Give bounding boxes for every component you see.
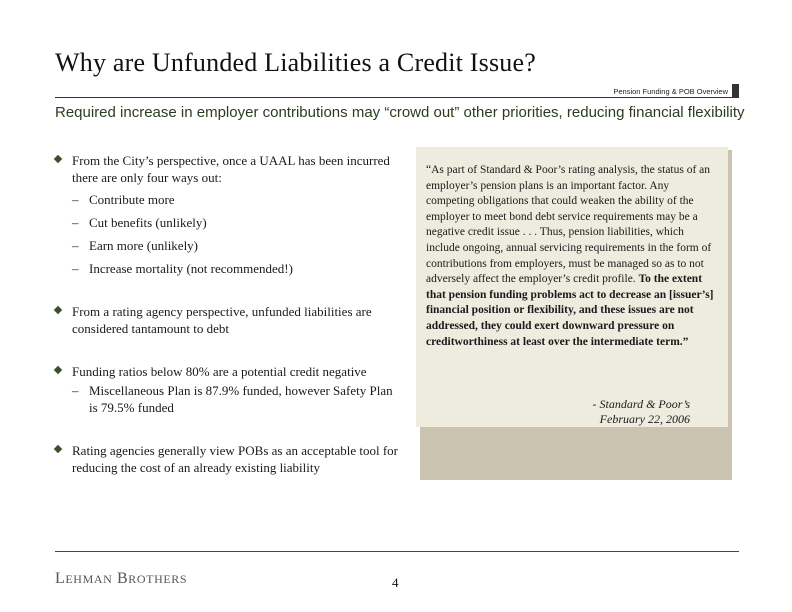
sub-bullet-text: Increase mortality (not recommended!): [89, 261, 293, 276]
attribution-date: February 22, 2006: [599, 412, 690, 426]
lehman-brothers-logo: LEHMAN BROTHERS: [55, 570, 188, 587]
bullet-text: From the City’s perspective, once a UAAL has been incurred there are only four ways out:: [72, 153, 390, 185]
headline: Required increase in employer contributions may “crowd out” other priorities, reducing financial flexibility: [55, 104, 745, 121]
dash-icon: –: [72, 192, 79, 207]
slide-title: Why are Unfunded Liabilities a Credit Issue?: [55, 48, 536, 77]
diamond-bullet-icon: [54, 366, 62, 374]
footer-rule: [55, 551, 739, 552]
attribution-source: - Standard & Poor’s: [592, 397, 690, 411]
sub-bullet: [55, 214, 400, 231]
sub-bullet: [55, 237, 400, 254]
diamond-bullet-icon: [54, 155, 62, 163]
bullet-text: Rating agencies generally view POBs as an acceptable tool for reducing the cost of an already existing liability: [72, 443, 398, 475]
bullet-text: Funding ratios below 80% are a potential credit negative: [72, 364, 367, 379]
bullet-text: From a rating agency perspective, unfunded liabilities are considered tantamount to debt: [72, 304, 372, 336]
dash-icon: –: [72, 238, 79, 253]
sub-bullet-text: Miscellaneous Plan is 87.9% funded, however Safety Plan is 79.5% funded: [89, 383, 393, 415]
section-tag: Pension Funding & POB Overview: [613, 87, 728, 96]
bullet-item: [55, 363, 400, 380]
dash-icon: –: [72, 261, 79, 276]
sub-bullet: [55, 382, 400, 416]
sub-bullet: [55, 191, 400, 208]
quote-bold-text: To the extent that pension funding problems act to decrease an [issuer’s] financial position or flexibility, and these issues are not addressed, they could exert downward pressure on creditworthiness at least over the intermediate term.”: [426, 273, 714, 348]
title-rule-tick: [732, 84, 739, 98]
quote-attribution: [416, 397, 690, 427]
dash-icon: –: [72, 383, 79, 398]
bullet-item: [55, 303, 400, 337]
bullet-item: [55, 152, 400, 186]
page-number: 4: [392, 575, 399, 590]
sub-bullet-text: Contribute more: [89, 192, 175, 207]
title-rule: [55, 97, 733, 98]
sub-bullet-text: Cut benefits (unlikely): [89, 215, 207, 230]
dash-icon: –: [72, 215, 79, 230]
quote-box: [416, 147, 728, 427]
sub-bullet: [55, 260, 400, 277]
diamond-bullet-icon: [54, 445, 62, 453]
bullet-item: [55, 442, 400, 476]
sub-bullet-text: Earn more (unlikely): [89, 238, 199, 253]
bullet-list: [55, 152, 400, 476]
diamond-bullet-icon: [54, 306, 62, 314]
quote-text: “As part of Standard & Poor’s rating analysis, the status of an employer’s pension plans is an important factor. Any competing obligations that could weaken the ability of the employer to meet bond debt service requirements may be a negative credit issue . . . Thus, pension liabilities, which include ongoing, annual servicing requirements in the form of contributions from employers, must be managed so as to not adversely affect the employer’s credit profile.: [426, 164, 712, 286]
